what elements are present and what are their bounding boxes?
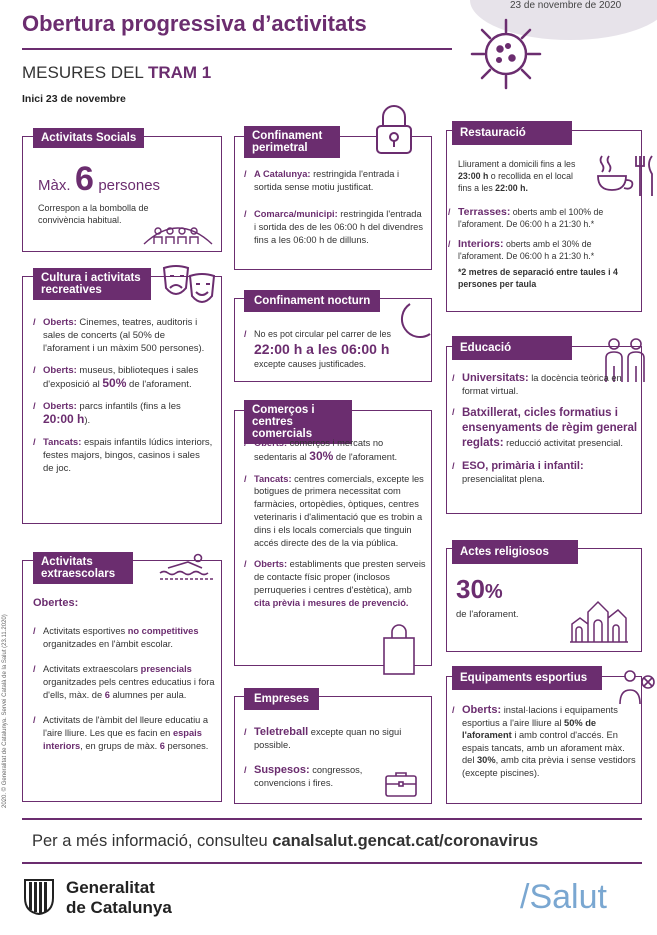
esportius-title: Equipaments esportius xyxy=(452,666,602,690)
socials-title: Activitats Socials xyxy=(33,128,144,148)
logo-line1: Generalitat xyxy=(66,878,155,897)
extraescolars-item-3-b: espais interiors xyxy=(43,728,202,751)
side-credit: 2020. © Generalitat de Catalunya. Servei Català de la Salut (23.11.2020) xyxy=(2,614,8,808)
religiosos-pct-value: 30 xyxy=(456,574,485,604)
footer-info-text: Per a més informació, consulteu xyxy=(32,832,273,850)
esportius-list xyxy=(452,704,638,788)
extraescolars-item-2-e: alumnes per aula. xyxy=(109,690,187,700)
restauracio-item-2 xyxy=(448,238,638,262)
virus-icon xyxy=(468,16,544,92)
cultura-item-3-hour: 20:00 h xyxy=(43,412,85,426)
cultura-item-1-head: Oberts: xyxy=(43,317,77,328)
footer-line-top xyxy=(22,818,642,820)
restauracio-intro-a: Lliurament a domicili fins a les xyxy=(458,159,576,169)
subtitle xyxy=(22,63,211,83)
restauracio-item-2-head: Interiors: xyxy=(458,238,504,250)
cultura-item-3-head: Oberts: xyxy=(43,401,77,412)
comercos-item-2 xyxy=(244,473,426,550)
cultura-item-2-text: museus, biblioteques i sales d'exposició al xyxy=(43,365,199,390)
religiosos-title: Actes religiosos xyxy=(452,540,578,564)
extraescolars-item-2-a: Activitats extraescolars xyxy=(43,664,141,674)
cultura-title: Cultura i activitats recreatives xyxy=(33,268,151,300)
perimetral-list xyxy=(244,168,426,256)
cultura-item-1 xyxy=(33,316,213,355)
comercos-list xyxy=(244,437,426,619)
educacio-item-2-text: reducció activitat presencial. xyxy=(503,438,623,448)
cultura-item-2-head: Oberts: xyxy=(43,365,77,376)
empreses-item-2 xyxy=(244,764,364,790)
generalitat-logo-text xyxy=(66,878,172,918)
sports-player-icon xyxy=(616,666,656,706)
esportius-item-1-e: 30% xyxy=(477,755,496,765)
esportius-item-1-f: , amb cita prèvia i sense vestidors (excepte piscines). xyxy=(462,755,636,778)
comercos-title: Comerços i centres comercials xyxy=(244,400,352,444)
restauracio-title: Restauració xyxy=(452,121,572,145)
comercos-item-2-head: Tancats: xyxy=(254,473,292,484)
esportius-item-1-b: instal·lacions i equipaments esportius a l'aire lliure al xyxy=(462,705,618,728)
comercos-item-1-head: Oberts: xyxy=(254,438,288,448)
comercos-item-3 xyxy=(244,558,426,609)
cultura-item-1-text: Cinemes, teatres, auditoris i sales de concerts (al 50% de l'aforament i un màxim 500 persones). xyxy=(43,317,205,354)
comercos-item-1-text: comerços i mercats no sedentaris al xyxy=(254,438,384,462)
nocturn-line3: excepte causes justificades. xyxy=(254,359,367,369)
extraescolars-item-3-a: Activitats de l'àmbit del lleure educatiu a l'aire lliure. Les que es facin en xyxy=(43,715,209,738)
restauracio-item-1 xyxy=(448,206,638,230)
church-icon xyxy=(570,598,628,644)
cultura-item-4-head: Tancats: xyxy=(43,437,82,448)
padlock-icon xyxy=(374,104,414,156)
comercos-item-1-pct: 30% xyxy=(309,448,334,463)
extraescolars-item-3-e: persones. xyxy=(164,741,209,751)
theatre-masks-icon xyxy=(160,262,218,310)
perimetral-item-2 xyxy=(244,208,426,247)
empreses-title: Empreses xyxy=(244,688,319,710)
perimetral-item-1 xyxy=(244,168,426,194)
extraescolars-item-1 xyxy=(33,625,215,651)
title-underline xyxy=(22,48,452,50)
educacio-item-2 xyxy=(452,406,638,451)
comercos-item-3-head: Oberts: xyxy=(254,559,288,570)
perimetral-item-1-head: A Catalunya: xyxy=(254,169,311,179)
salut-logo: /Salut xyxy=(520,878,607,916)
restauracio-intro xyxy=(458,158,588,194)
empreses-item-1 xyxy=(244,726,426,752)
people-group-icon xyxy=(142,218,214,246)
extraescolars-title: Activitats extraescolars xyxy=(33,552,133,584)
restauracio-list xyxy=(448,206,638,290)
cultura-item-4 xyxy=(33,436,213,475)
footer-line-bottom xyxy=(22,862,642,864)
educacio-item-1 xyxy=(452,372,638,397)
esportius-item-1-head: Oberts: xyxy=(462,704,502,716)
educacio-item-1-head: Universitats: xyxy=(462,372,529,384)
restauracio-note: *2 metres de separació entre taules i 4 persones per taula xyxy=(458,267,618,289)
esportius-item-1 xyxy=(452,704,638,779)
religiosos-pct-sign: % xyxy=(484,581,503,603)
empreses-item-2-text: congressos, convencions i fires. xyxy=(254,765,363,788)
cultura-item-3-text: parcs infantils (fins a les xyxy=(76,401,181,412)
religiosos-text: de l'aforament. xyxy=(456,609,519,620)
extraescolars-list xyxy=(33,625,215,762)
restauracio-intro-b: 23:00 h xyxy=(458,171,489,181)
restauracio-item-1-text: oberts amb el 100% de l'aforament. De 06:00 h a 21:30 h.* xyxy=(458,207,604,229)
extraescolars-item-2 xyxy=(33,663,215,702)
extraescolars-item-2-b: presencials xyxy=(140,664,192,674)
cultura-item-2 xyxy=(33,364,213,391)
cultura-item-3 xyxy=(33,400,213,427)
extraescolars-item-2-d: 6 xyxy=(104,690,110,700)
educacio-item-3-text: presencialitat plena. xyxy=(462,473,545,484)
extraescolars-item-3-d: 6 xyxy=(159,741,165,751)
educacio-item-3 xyxy=(452,460,638,485)
food-icon xyxy=(596,152,656,202)
socials-max xyxy=(38,160,160,199)
educacio-item-2-head: Batxillerat, cicles formatius i ensenyaments de règim general reglats: xyxy=(462,407,638,449)
perimetral-item-1-text: restringida l'entrada i sortida sense motiu justificat. xyxy=(254,169,400,192)
educacio-list xyxy=(452,372,638,494)
swimmer-icon xyxy=(158,552,216,582)
logo-line2: de Catalunya xyxy=(66,898,172,917)
generalitat-logo-icon xyxy=(22,876,56,916)
cultura-item-2-end: de l'aforament. xyxy=(126,379,192,390)
page-title: Obertura progressiva d’activitats xyxy=(22,11,367,36)
nocturn-body xyxy=(244,328,424,371)
shopping-bag-icon xyxy=(382,624,416,676)
empreses-item-2-head: Suspesos: xyxy=(254,764,310,776)
comercos-item-1-end: de l'aforament. xyxy=(333,451,398,462)
restauracio-item-1-head: Terrasses: xyxy=(458,206,511,218)
extraescolars-heading: Obertes: xyxy=(33,597,79,609)
header-date: 23 de novembre de 2020 xyxy=(510,0,622,11)
perimetral-item-2-head: Comarca/municipi: xyxy=(254,209,338,219)
educacio-title: Educació xyxy=(452,336,572,360)
nocturn-title: Confinament nocturn xyxy=(244,290,380,312)
socials-note: Correspon a la bombolla de convivència habitual. xyxy=(38,203,149,225)
comercos-item-3-end: cita prèvia i mesures de prevenció. xyxy=(254,597,409,608)
perimetral-title: Confinament perimetral xyxy=(244,126,340,158)
comercos-item-3-text: establiments que presten serveis de contacte físic proper (inclosos perruqueries i centres d'estètica), amb xyxy=(254,559,426,595)
extraescolars-item-3 xyxy=(33,714,215,753)
esportius-item-1-c: 50% de l'aforament xyxy=(462,717,597,740)
footer-info xyxy=(32,832,538,851)
nocturn-item xyxy=(244,328,424,371)
extraescolars-item-2-c: organitzades pels centres educatius i fora d'ells, màx. de xyxy=(43,677,215,700)
educacio-item-3-head: ESO, primària i infantil: xyxy=(462,460,584,472)
cultura-item-2-pct: 50% xyxy=(102,376,127,390)
cultura-item-3-end: ). xyxy=(84,415,91,426)
religiosos-pct xyxy=(456,574,503,605)
nocturn-hours: 22:00 h a les 06:00 h xyxy=(254,341,390,357)
comercos-item-1 xyxy=(244,437,426,464)
socials-max-label: Màx. xyxy=(38,177,71,194)
restauracio-intro-d: 22:00 h. xyxy=(495,183,528,193)
nocturn-line1: / No es pot circular pel carrer de les xyxy=(254,329,392,339)
empreses-item-1-head: Teletreball xyxy=(254,726,309,738)
footer-link[interactable]: canalsalut.gencat.cat/coronavirus xyxy=(272,832,539,850)
extraescolars-item-1-b: no competitives xyxy=(127,626,199,636)
cultura-item-4-text: espais infantils lúdics interiors, festes majors, bingos, casinos i sales de joc. xyxy=(43,437,213,474)
extraescolars-item-1-a: Activitats esportives xyxy=(43,626,128,636)
socials-max-number: 6 xyxy=(74,160,94,198)
perimetral-item-2-text: restringida l'entrada i sortida des de les 06:00 h del divendres fins a les 06:00 h de dilluns. xyxy=(254,209,424,245)
subtitle-tram: TRAM 1 xyxy=(147,63,212,82)
subtitle-prefix: MESURES DEL xyxy=(22,63,148,82)
extraescolars-item-1-c: organitzades en l'àmbit escolar. xyxy=(43,639,173,649)
cultura-list xyxy=(33,316,213,484)
socials-max-unit: persones xyxy=(98,177,161,194)
extraescolars-item-3-c: , en grups de màx. xyxy=(80,741,160,751)
briefcase-icon xyxy=(384,770,418,798)
esportius-item-1-d: i amb control d'accés. En espais tancats, amb un aforament màx. del xyxy=(462,730,625,765)
comercos-item-2-text: centres comercials, excepte les botigues de primera necessitat com farmàcies, ortopèdies, òptiques, centres veterinaris i d'alimentació que es trobin a dins i els locals comercials que tinguin accés directe des de la via pública. xyxy=(254,473,424,548)
start-date: Inici 23 de novembre xyxy=(22,93,126,105)
restauracio-item-2-text: oberts amb el 30% de l'aforament. De 06:00 h a 21:30 h.* xyxy=(458,239,595,261)
empreses-item-1-text: excepte quan no sigui possible. xyxy=(254,727,402,750)
educacio-item-1-text: la docència teòrica en format virtual. xyxy=(462,373,622,396)
restauracio-intro-c: o recollida en el local fins a les xyxy=(458,171,573,193)
